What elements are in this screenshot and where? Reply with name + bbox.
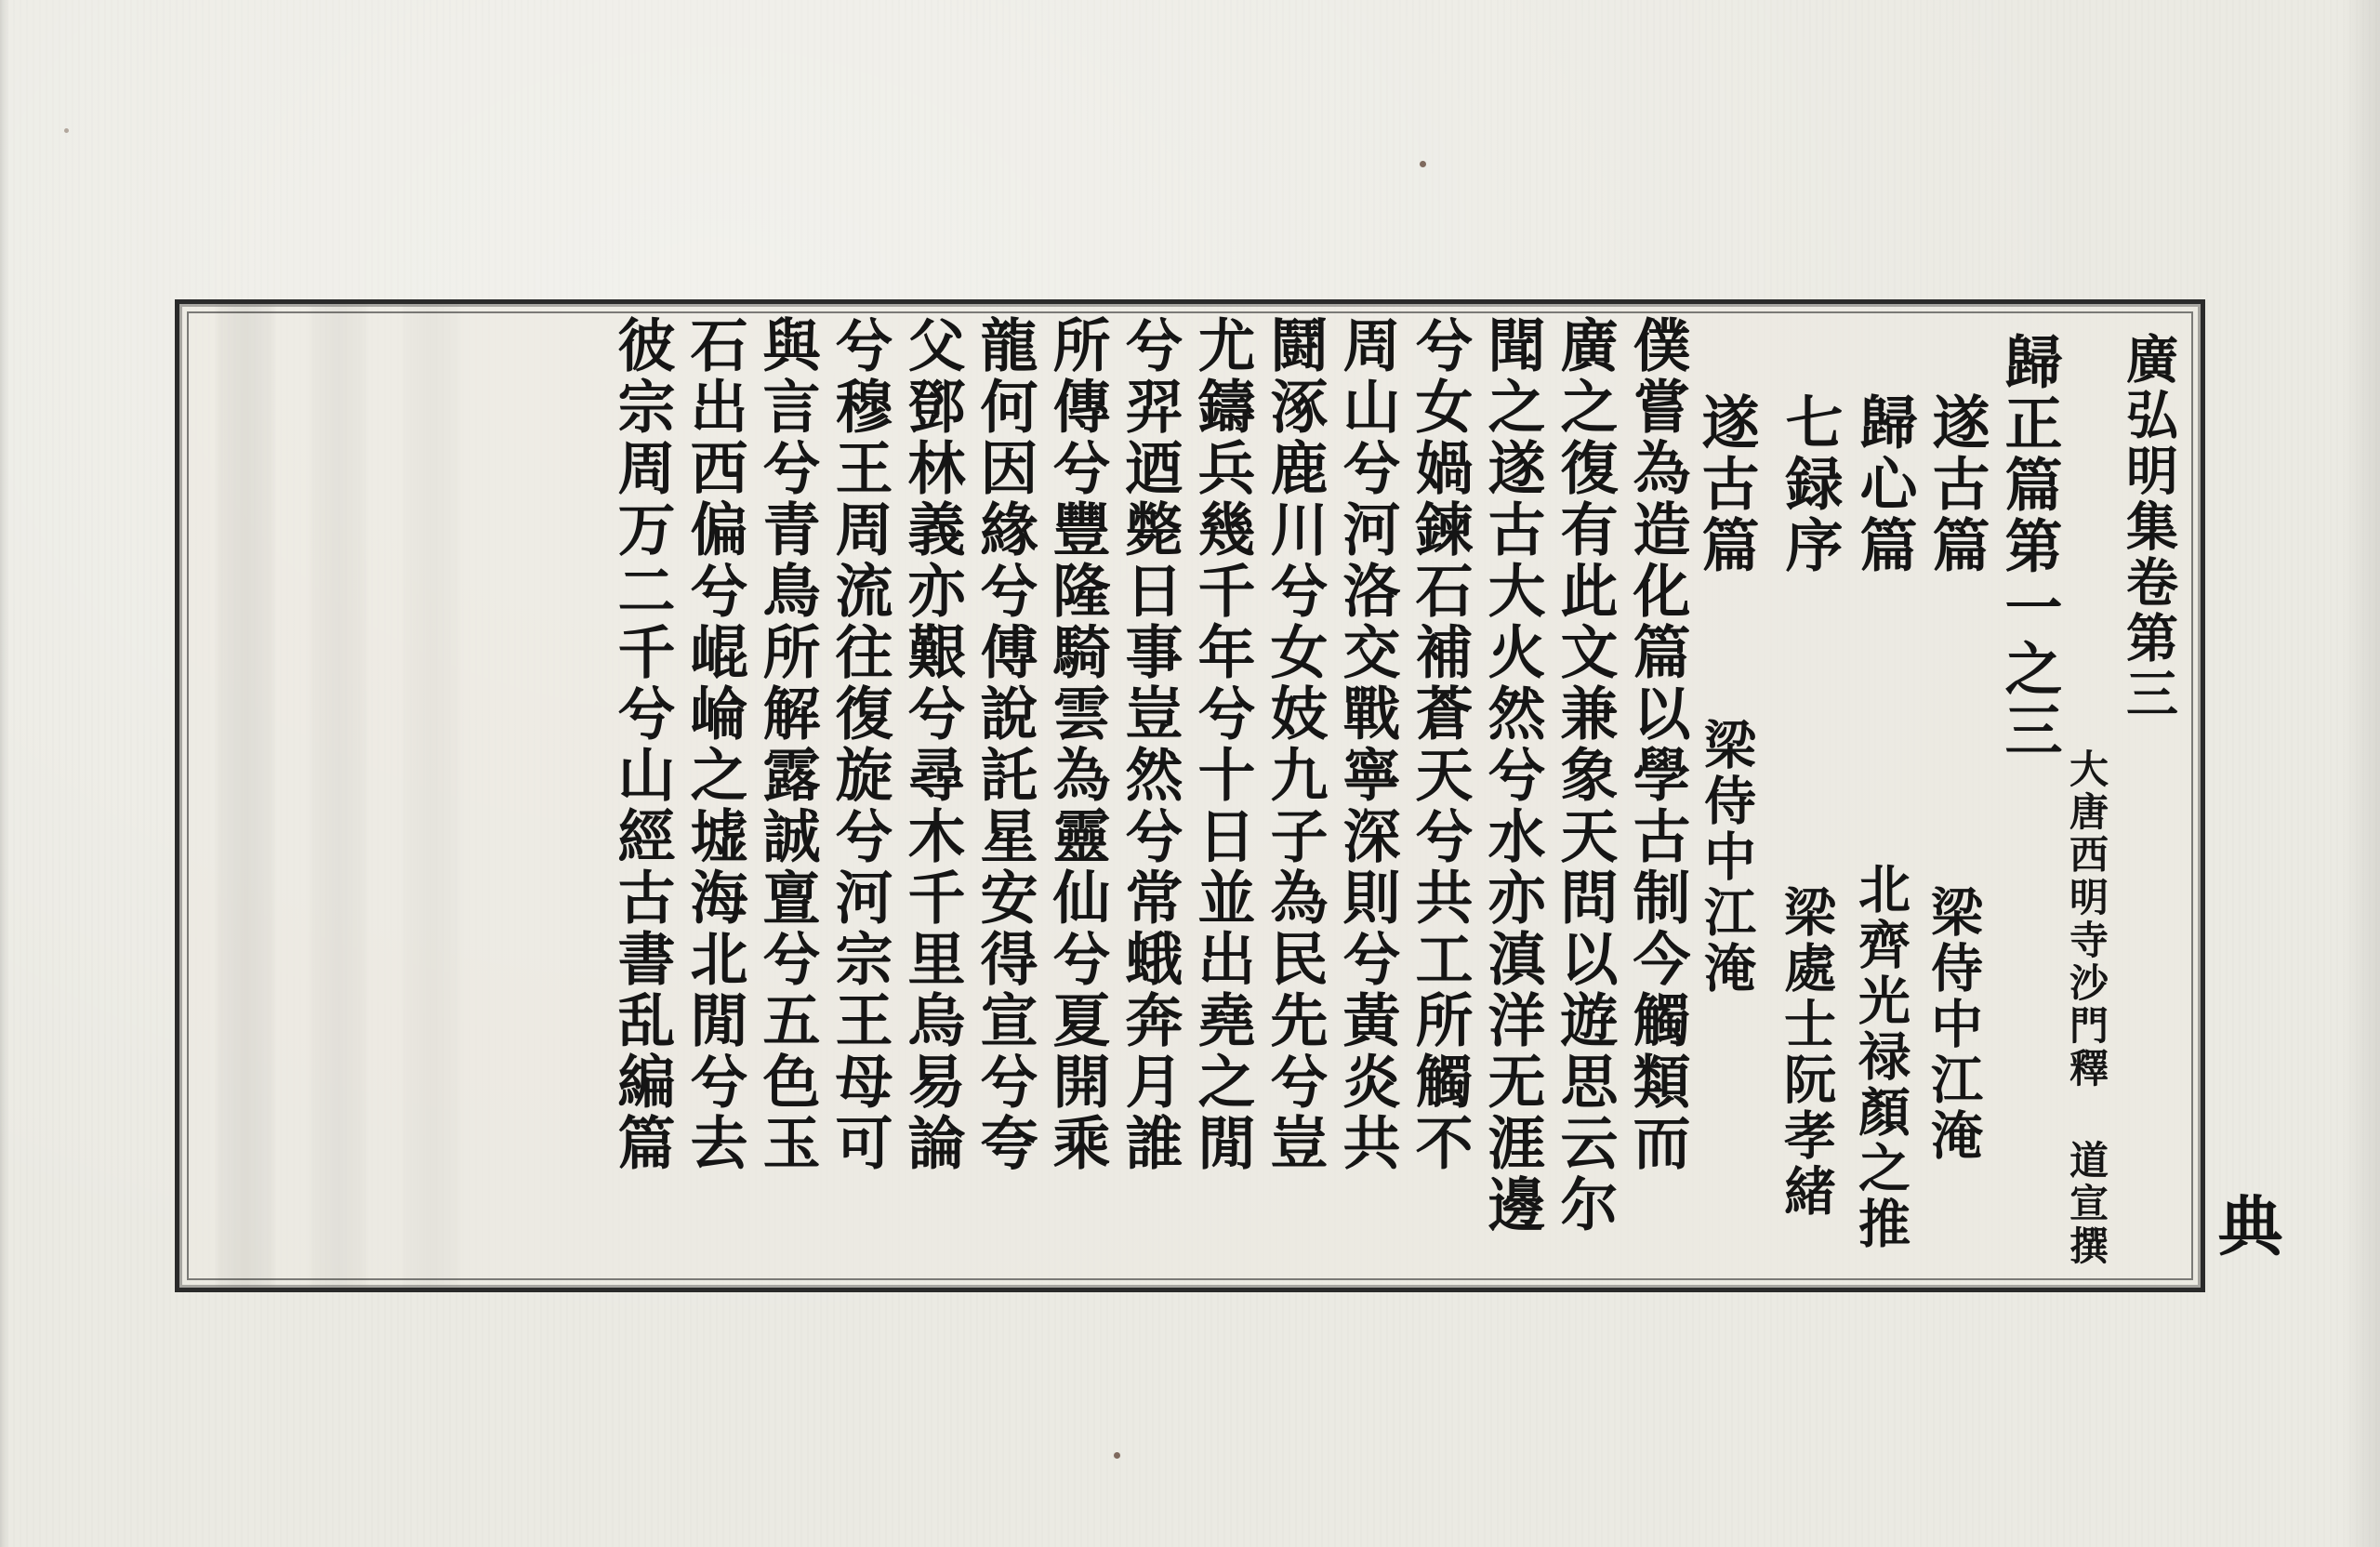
text-column: 所傳兮豐隆騎雲為靈仙兮夏開乘 xyxy=(1043,315,1111,1174)
worn-column xyxy=(217,304,274,1288)
text-column: 周山兮河洛交戰寧深則兮黃炎共 xyxy=(1333,315,1401,1174)
text-column: 兮穆王周流往復旋兮河宗王母可 xyxy=(826,315,893,1174)
text-column: 父鄧林義亦艱兮尋木千里烏易論 xyxy=(898,315,966,1174)
essay-title: 遂古篇 xyxy=(1692,392,1760,576)
text-column: 兮女媧鍊石補蒼天兮共工所觸不 xyxy=(1406,315,1474,1174)
text-column: 聞之遂古大火然兮水亦滇洋无涯邊 xyxy=(1478,315,1546,1236)
chapter-heading: 歸正篇第一之三 xyxy=(1995,332,2063,761)
worn-column xyxy=(403,304,460,1288)
text-column: 龍何因緣兮傅說託星安得宣兮夸 xyxy=(971,315,1038,1174)
contents-author: 梁處士阮孝緒 xyxy=(1776,885,1837,1220)
paper-speck xyxy=(1114,1452,1120,1459)
contents-author: 梁侍中江淹 xyxy=(1923,885,1984,1164)
contents-item: 遂古篇 xyxy=(1923,392,1990,576)
paper-speck xyxy=(1420,161,1426,167)
text-column: 兮羿迺斃日事豈然兮常蛾奔月誰 xyxy=(1116,315,1183,1174)
text-column: 鬪涿鹿川兮女妓九子為民先兮豈 xyxy=(1261,315,1329,1174)
page-edge-shadow xyxy=(2343,0,2380,1547)
text-column: 廣之復有此文兼象天問以遊思云尔 xyxy=(1551,315,1619,1236)
scroll-title: 廣弘明集卷第三 xyxy=(2118,332,2179,722)
compiler-line: 大唐西明寺沙門釋 道宣撰 xyxy=(2064,748,2109,1268)
page-edge-shadow xyxy=(0,0,9,1547)
text-column: 石出西偏兮崐崘之墟海北閒兮去 xyxy=(681,315,748,1174)
printed-text-block xyxy=(175,299,2205,1292)
text-column: 尤鑄兵幾千年兮十日並出堯之閒 xyxy=(1188,315,1256,1174)
text-column: 彼宗周万二千兮山經古書乱編篇 xyxy=(608,315,676,1174)
text-column: 僕嘗為造化篇以學古制今觸類而 xyxy=(1623,315,1691,1174)
contents-item: 七録序 xyxy=(1776,392,1844,576)
paper-speck xyxy=(64,128,69,133)
contents-author: 北齊光禄顏之推 xyxy=(1850,862,1911,1252)
margin-note: 典 xyxy=(2207,1192,2284,1261)
contents-item: 歸心篇 xyxy=(1850,392,1918,576)
worn-column xyxy=(310,304,367,1288)
text-column: 與言兮青鳥所解露誠亶兮五色玉 xyxy=(753,315,821,1174)
essay-author: 梁侍中江淹 xyxy=(1696,718,1757,997)
